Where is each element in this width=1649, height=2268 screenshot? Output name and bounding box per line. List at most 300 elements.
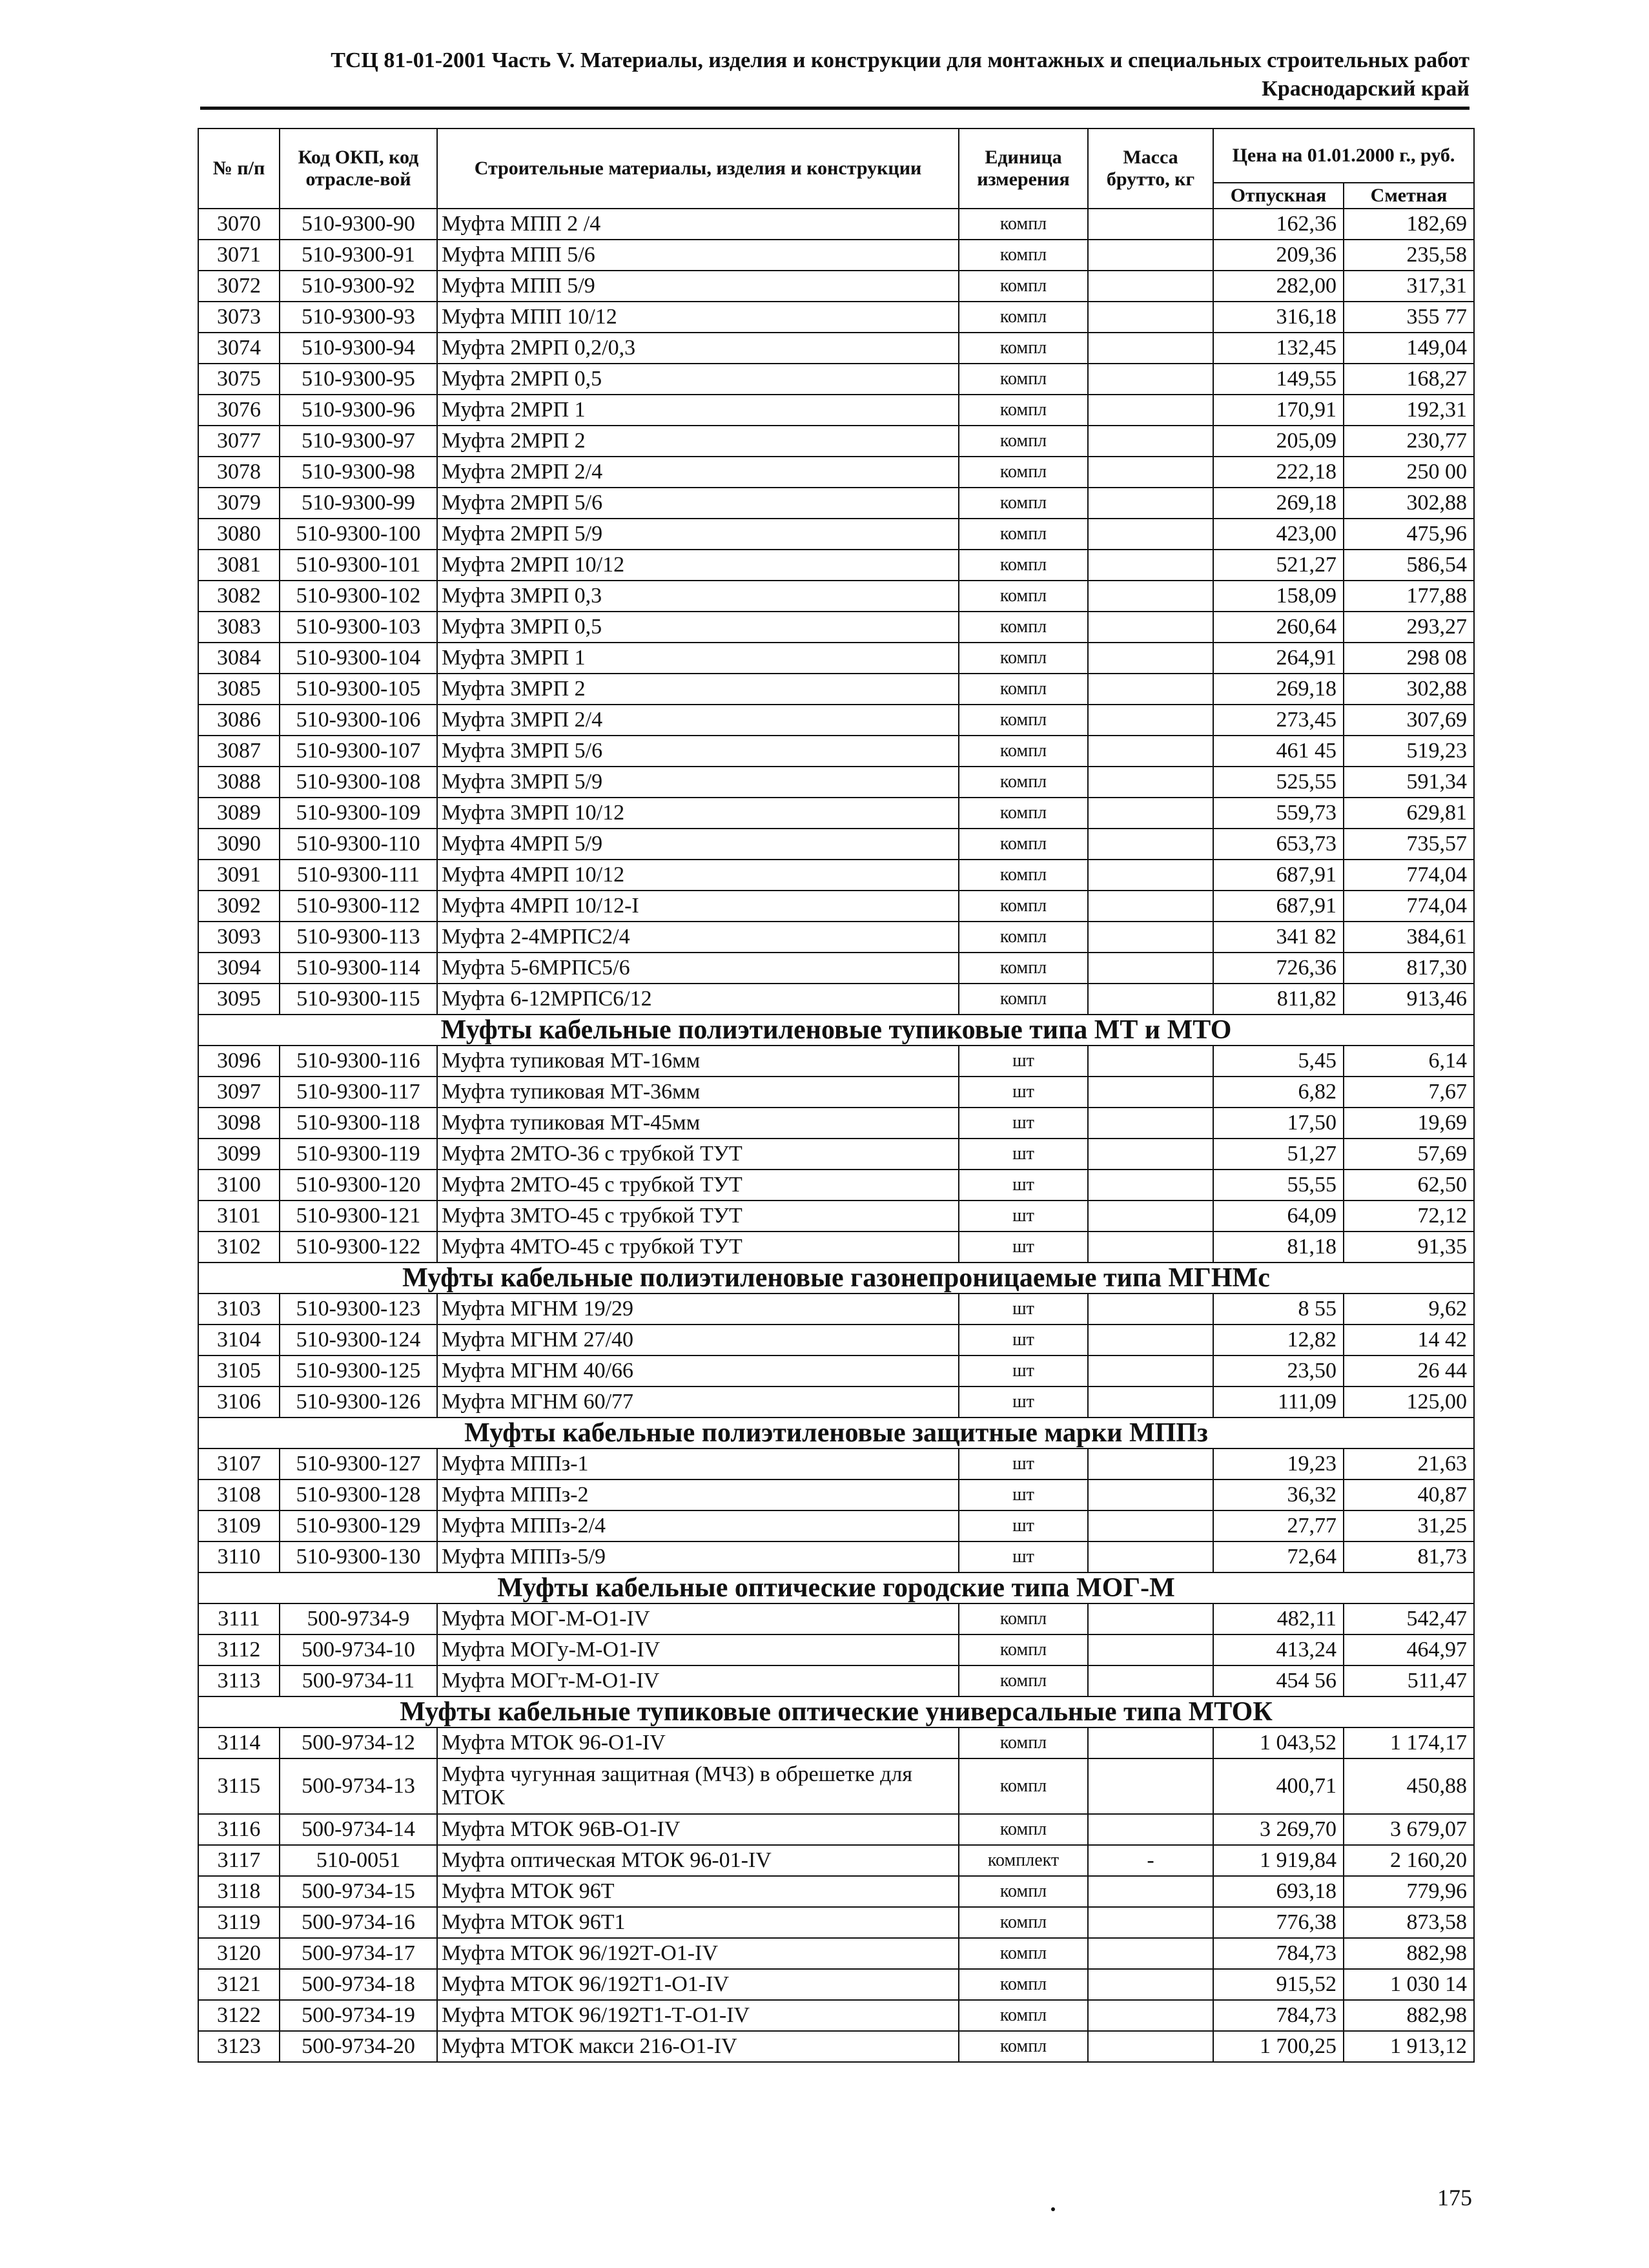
cell-code: 500-9734-11: [280, 1665, 437, 1696]
cell-unit: шт: [959, 1170, 1088, 1201]
page-number: 175: [1437, 2185, 1472, 2211]
cell-code: 510-9300-113: [280, 922, 437, 953]
cell-num: 3084: [198, 643, 280, 674]
cell-num: 3113: [198, 1665, 280, 1696]
cell-release-price: 776,38: [1213, 1907, 1344, 1938]
table-row: [198, 426, 1474, 457]
cell-num: 3118: [198, 1876, 280, 1907]
cell-estimate-price: 464,97: [1344, 1634, 1474, 1665]
section-header-row: [198, 1015, 1474, 1046]
cell-num: 3112: [198, 1634, 280, 1665]
table-row: [198, 767, 1474, 798]
cell-mass: [1088, 488, 1213, 519]
cell-unit: компл: [959, 333, 1088, 364]
cell-name: Муфта 2МТО-36 с трубкой ТУТ: [437, 1139, 959, 1170]
cell-unit: шт: [959, 1479, 1088, 1510]
cell-name: Муфта МТОК макси 216-О1-IV: [437, 2031, 959, 2062]
cell-name: Муфта 2МРП 5/9: [437, 519, 959, 550]
cell-release-price: 3 269,70: [1213, 1814, 1344, 1845]
table-row: [198, 1758, 1474, 1814]
cell-num: 3115: [198, 1758, 280, 1814]
cell-estimate-price: 235,58: [1344, 240, 1474, 271]
cell-mass: [1088, 1665, 1213, 1696]
cell-code: 510-9300-114: [280, 953, 437, 984]
cell-mass: [1088, 736, 1213, 767]
cell-code: 510-0051: [280, 1845, 437, 1876]
cell-unit: компл: [959, 953, 1088, 984]
cell-name: Муфта 6-12МРПС6/12: [437, 984, 959, 1015]
table-row: [198, 860, 1474, 891]
cell-name: Муфта 3МРП 5/9: [437, 767, 959, 798]
cell-name: Муфта МППз-5/9: [437, 1541, 959, 1572]
cell-num: 3123: [198, 2031, 280, 2062]
cell-unit: шт: [959, 1046, 1088, 1077]
cell-release-price: 687,91: [1213, 891, 1344, 922]
cell-code: 510-9300-112: [280, 891, 437, 922]
table-row: [198, 1541, 1474, 1572]
cell-mass: [1088, 1969, 1213, 2000]
cell-release-price: 170,91: [1213, 395, 1344, 426]
table-row: [198, 395, 1474, 426]
cell-release-price: 726,36: [1213, 953, 1344, 984]
cell-code: 510-9300-124: [280, 1325, 437, 1356]
cell-unit: компл: [959, 612, 1088, 643]
cell-code: 500-9734-12: [280, 1727, 437, 1758]
cell-num: 3105: [198, 1356, 280, 1387]
cell-name: Муфта 3МРП 2/4: [437, 705, 959, 736]
cell-unit: компл: [959, 395, 1088, 426]
cell-unit: компл: [959, 860, 1088, 891]
cell-mass: [1088, 1876, 1213, 1907]
cell-code: 510-9300-97: [280, 426, 437, 457]
cell-estimate-price: 735,57: [1344, 829, 1474, 860]
section-title: Муфты кабельные полиэтиленовые газонепроницаемые типа МГНМс: [198, 1263, 1474, 1294]
cell-mass: [1088, 922, 1213, 953]
cell-name: Муфта 2МРП 10/12: [437, 550, 959, 581]
cell-code: 500-9734-15: [280, 1876, 437, 1907]
cell-name: Муфта МОГу-М-О1-IV: [437, 1634, 959, 1665]
cell-estimate-price: 1 030 14: [1344, 1969, 1474, 2000]
cell-mass: [1088, 395, 1213, 426]
cell-name: Муфта МГНМ 60/77: [437, 1387, 959, 1418]
cell-num: 3082: [198, 581, 280, 612]
cell-estimate-price: 182,69: [1344, 209, 1474, 240]
cell-estimate-price: 31,25: [1344, 1510, 1474, 1541]
cell-unit: компл: [959, 426, 1088, 457]
cell-code: 510-9300-92: [280, 271, 437, 302]
cell-estimate-price: 817,30: [1344, 953, 1474, 984]
cell-unit: компл: [959, 1938, 1088, 1969]
cell-num: 3119: [198, 1907, 280, 1938]
table-row: [198, 1907, 1474, 1938]
cell-estimate-price: 882,98: [1344, 1938, 1474, 1969]
cell-mass: [1088, 1727, 1213, 1758]
cell-num: 3080: [198, 519, 280, 550]
cell-name: Муфта МПП 5/6: [437, 240, 959, 271]
cell-estimate-price: 3 679,07: [1344, 1814, 1474, 1845]
cell-num: 3110: [198, 1541, 280, 1572]
cell-num: 3085: [198, 674, 280, 705]
cell-num: 3097: [198, 1077, 280, 1108]
cell-release-price: 209,36: [1213, 240, 1344, 271]
cell-mass: [1088, 1108, 1213, 1139]
cell-num: 3078: [198, 457, 280, 488]
section-header-row: [198, 1696, 1474, 1727]
cell-release-price: 158,09: [1213, 581, 1344, 612]
table-row: [198, 984, 1474, 1015]
cell-num: 3102: [198, 1232, 280, 1263]
cell-name: Муфта МПП 2 /4: [437, 209, 959, 240]
cell-estimate-price: 873,58: [1344, 1907, 1474, 1938]
cell-num: 3122: [198, 2000, 280, 2031]
cell-mass: [1088, 364, 1213, 395]
cell-num: 3073: [198, 302, 280, 333]
cell-name: Муфта МГНМ 40/66: [437, 1356, 959, 1387]
col-header-num: № п/п: [198, 129, 280, 209]
cell-release-price: 525,55: [1213, 767, 1344, 798]
table-row: [198, 1969, 1474, 2000]
cell-estimate-price: 774,04: [1344, 891, 1474, 922]
page-header: [194, 46, 1470, 103]
table-row: [198, 1814, 1474, 1845]
cell-code: 510-9300-108: [280, 767, 437, 798]
table-row: [198, 550, 1474, 581]
cell-release-price: 915,52: [1213, 1969, 1344, 2000]
cell-code: 510-9300-95: [280, 364, 437, 395]
cell-name: Муфта 3МРП 1: [437, 643, 959, 674]
table-row: [198, 519, 1474, 550]
cell-name: Муфта МППз-2/4: [437, 1510, 959, 1541]
cell-unit: компл: [959, 1876, 1088, 1907]
table-row: [198, 1232, 1474, 1263]
cell-estimate-price: 384,61: [1344, 922, 1474, 953]
cell-mass: [1088, 2000, 1213, 2031]
cell-estimate-price: 177,88: [1344, 581, 1474, 612]
cell-mass: [1088, 643, 1213, 674]
section-title: Муфты кабельные оптические городские типа МОГ-М: [198, 1572, 1474, 1603]
cell-unit: компл: [959, 891, 1088, 922]
cell-num: 3083: [198, 612, 280, 643]
table-row: [198, 643, 1474, 674]
cell-mass: [1088, 1294, 1213, 1325]
cell-release-price: 784,73: [1213, 1938, 1344, 1969]
cell-mass: [1088, 860, 1213, 891]
cell-mass: [1088, 581, 1213, 612]
cell-estimate-price: 230,77: [1344, 426, 1474, 457]
cell-estimate-price: 91,35: [1344, 1232, 1474, 1263]
cell-mass: [1088, 1541, 1213, 1572]
cell-code: 510-9300-96: [280, 395, 437, 426]
cell-code: 510-9300-91: [280, 240, 437, 271]
cell-estimate-price: 72,12: [1344, 1201, 1474, 1232]
cell-release-price: 784,73: [1213, 2000, 1344, 2031]
cell-num: 3081: [198, 550, 280, 581]
table-body: [198, 209, 1474, 2062]
cell-num: 3095: [198, 984, 280, 1015]
cell-unit: шт: [959, 1387, 1088, 1418]
cell-code: 510-9300-118: [280, 1108, 437, 1139]
table-row: [198, 1139, 1474, 1170]
cell-code: 510-9300-128: [280, 1479, 437, 1510]
cell-unit: компл: [959, 1969, 1088, 2000]
cell-mass: [1088, 1510, 1213, 1541]
cell-mass: [1088, 767, 1213, 798]
cell-code: 510-9300-110: [280, 829, 437, 860]
cell-code: 510-9300-106: [280, 705, 437, 736]
cell-estimate-price: 450,88: [1344, 1758, 1474, 1814]
cell-mass: [1088, 1201, 1213, 1232]
cell-unit: компл: [959, 364, 1088, 395]
cell-release-price: 413,24: [1213, 1634, 1344, 1665]
cell-code: 500-9734-14: [280, 1814, 437, 1845]
cell-name: Муфта МТОК 96В-О1-IV: [437, 1814, 959, 1845]
cell-release-price: 6,82: [1213, 1077, 1344, 1108]
cell-unit: компл: [959, 984, 1088, 1015]
cell-release-price: 1 919,84: [1213, 1845, 1344, 1876]
cell-mass: [1088, 426, 1213, 457]
cell-release-price: 454 56: [1213, 1665, 1344, 1696]
table-row: [198, 1108, 1474, 1139]
section-title: Муфты кабельные полиэтиленовые защитные марки МППз: [198, 1418, 1474, 1448]
cell-estimate-price: 250 00: [1344, 457, 1474, 488]
cell-estimate-price: 57,69: [1344, 1139, 1474, 1170]
cell-code: 510-9300-123: [280, 1294, 437, 1325]
cell-name: Муфта МОГт-М-О1-IV: [437, 1665, 959, 1696]
cell-release-price: 64,09: [1213, 1201, 1344, 1232]
table-row: [198, 1077, 1474, 1108]
cell-mass: [1088, 1232, 1213, 1263]
table-row: [198, 1938, 1474, 1969]
cell-name: Муфта 2МРП 0,5: [437, 364, 959, 395]
cell-num: 3072: [198, 271, 280, 302]
cell-mass: [1088, 2031, 1213, 2062]
cell-release-price: 693,18: [1213, 1876, 1344, 1907]
cell-name: Муфта 3МРП 0,3: [437, 581, 959, 612]
table-row: [198, 1479, 1474, 1510]
table-row: [198, 302, 1474, 333]
cell-num: 3074: [198, 333, 280, 364]
price-table: [198, 128, 1475, 2063]
cell-mass: [1088, 457, 1213, 488]
cell-release-price: 72,64: [1213, 1541, 1344, 1572]
cell-estimate-price: 774,04: [1344, 860, 1474, 891]
cell-release-price: 27,77: [1213, 1510, 1344, 1541]
cell-name: Муфта МТОК 96/192Т-О1-IV: [437, 1938, 959, 1969]
cell-code: 510-9300-116: [280, 1046, 437, 1077]
cell-estimate-price: 519,23: [1344, 736, 1474, 767]
cell-estimate-price: 9,62: [1344, 1294, 1474, 1325]
cell-release-price: 1 043,52: [1213, 1727, 1344, 1758]
cell-release-price: 811,82: [1213, 984, 1344, 1015]
cell-mass: -: [1088, 1845, 1213, 1876]
cell-release-price: 264,91: [1213, 643, 1344, 674]
cell-unit: компл: [959, 519, 1088, 550]
col-header-code: Код ОКП, код отрасле-вой: [280, 129, 437, 209]
cell-code: 510-9300-121: [280, 1201, 437, 1232]
cell-name: Муфта МПП 5/9: [437, 271, 959, 302]
cell-num: 3090: [198, 829, 280, 860]
table-row: [198, 829, 1474, 860]
cell-name: Муфта МТОК 96/192Т1-Т-О1-IV: [437, 2000, 959, 2031]
cell-mass: [1088, 1814, 1213, 1845]
table-row: [198, 209, 1474, 240]
cell-unit: шт: [959, 1139, 1088, 1170]
cell-unit: шт: [959, 1325, 1088, 1356]
cell-estimate-price: 6,14: [1344, 1046, 1474, 1077]
cell-estimate-price: 779,96: [1344, 1876, 1474, 1907]
cell-mass: [1088, 1479, 1213, 1510]
cell-estimate-price: 21,63: [1344, 1448, 1474, 1479]
cell-name: Муфта тупиковая МТ-45мм: [437, 1108, 959, 1139]
cell-unit: компл: [959, 1634, 1088, 1665]
cell-code: 500-9734-13: [280, 1758, 437, 1814]
cell-unit: компл: [959, 674, 1088, 705]
cell-release-price: 8 55: [1213, 1294, 1344, 1325]
cell-release-price: 17,50: [1213, 1108, 1344, 1139]
table-row: [198, 798, 1474, 829]
cell-unit: компл: [959, 1758, 1088, 1814]
cell-code: 500-9734-19: [280, 2000, 437, 2031]
cell-mass: [1088, 240, 1213, 271]
cell-mass: [1088, 1170, 1213, 1201]
cell-code: 510-9300-98: [280, 457, 437, 488]
cell-unit: компл: [959, 1665, 1088, 1696]
cell-estimate-price: 511,47: [1344, 1665, 1474, 1696]
cell-unit: компл: [959, 550, 1088, 581]
cell-estimate-price: 14 42: [1344, 1325, 1474, 1356]
cell-name: Муфта 4МРП 5/9: [437, 829, 959, 860]
cell-name: Муфта 3МТО-45 с трубкой ТУТ: [437, 1201, 959, 1232]
cell-name: Муфта 5-6МРПС5/6: [437, 953, 959, 984]
cell-num: 3100: [198, 1170, 280, 1201]
table-row: [198, 1634, 1474, 1665]
cell-num: 3099: [198, 1139, 280, 1170]
cell-release-price: 273,45: [1213, 705, 1344, 736]
table-row: [198, 705, 1474, 736]
cell-release-price: 36,32: [1213, 1479, 1344, 1510]
cell-num: 3116: [198, 1814, 280, 1845]
cell-release-price: 687,91: [1213, 860, 1344, 891]
section-header-row: [198, 1572, 1474, 1603]
cell-unit: компл: [959, 1907, 1088, 1938]
cell-estimate-price: 629,81: [1344, 798, 1474, 829]
cell-release-price: 5,45: [1213, 1046, 1344, 1077]
cell-unit: компл: [959, 643, 1088, 674]
cell-mass: [1088, 829, 1213, 860]
cell-num: 3086: [198, 705, 280, 736]
cell-code: 510-9300-100: [280, 519, 437, 550]
cell-estimate-price: 591,34: [1344, 767, 1474, 798]
section-title: Муфты кабельные тупиковые оптические универсальные типа МТОК: [198, 1696, 1474, 1727]
table-row: [198, 1294, 1474, 1325]
cell-name: Муфта МППз-2: [437, 1479, 959, 1510]
cell-release-price: 132,45: [1213, 333, 1344, 364]
cell-mass: [1088, 612, 1213, 643]
cell-name: Муфта 3МРП 2: [437, 674, 959, 705]
cell-mass: [1088, 302, 1213, 333]
cell-code: 510-9300-93: [280, 302, 437, 333]
cell-code: 510-9300-127: [280, 1448, 437, 1479]
cell-code: 500-9734-20: [280, 2031, 437, 2062]
header-region: Краснодарский край: [1262, 77, 1470, 101]
table-row: [198, 1201, 1474, 1232]
cell-release-price: 222,18: [1213, 457, 1344, 488]
cell-estimate-price: 317,31: [1344, 271, 1474, 302]
cell-num: 3109: [198, 1510, 280, 1541]
cell-name: Муфта МГНМ 27/40: [437, 1325, 959, 1356]
cell-mass: [1088, 1325, 1213, 1356]
cell-unit: шт: [959, 1448, 1088, 1479]
cell-release-price: 341 82: [1213, 922, 1344, 953]
cell-num: 3120: [198, 1938, 280, 1969]
cell-code: 510-9300-126: [280, 1387, 437, 1418]
cell-unit: компл: [959, 736, 1088, 767]
cell-code: 510-9300-125: [280, 1356, 437, 1387]
cell-mass: [1088, 1139, 1213, 1170]
cell-unit: компл: [959, 2031, 1088, 2062]
table-row: [198, 2000, 1474, 2031]
cell-code: 500-9734-16: [280, 1907, 437, 1938]
cell-num: 3077: [198, 426, 280, 457]
cell-release-price: 1 700,25: [1213, 2031, 1344, 2062]
cell-code: 510-9300-129: [280, 1510, 437, 1541]
cell-estimate-price: 913,46: [1344, 984, 1474, 1015]
cell-release-price: 51,27: [1213, 1139, 1344, 1170]
cell-estimate-price: 542,47: [1344, 1603, 1474, 1634]
cell-estimate-price: 298 08: [1344, 643, 1474, 674]
header-rule: [200, 107, 1470, 110]
cell-estimate-price: 149,04: [1344, 333, 1474, 364]
table-row: [198, 1665, 1474, 1696]
table-row: [198, 674, 1474, 705]
cell-estimate-price: 586,54: [1344, 550, 1474, 581]
cell-num: 3101: [198, 1201, 280, 1232]
table-row: [198, 891, 1474, 922]
cell-mass: [1088, 984, 1213, 1015]
cell-unit: компл: [959, 922, 1088, 953]
cell-unit: шт: [959, 1077, 1088, 1108]
cell-num: 3087: [198, 736, 280, 767]
cell-unit: шт: [959, 1201, 1088, 1232]
cell-unit: компл: [959, 829, 1088, 860]
cell-mass: [1088, 674, 1213, 705]
cell-num: 3089: [198, 798, 280, 829]
cell-release-price: 19,23: [1213, 1448, 1344, 1479]
table-row: [198, 1448, 1474, 1479]
cell-name: Муфта 2МРП 2: [437, 426, 959, 457]
cell-num: 3106: [198, 1387, 280, 1418]
header-title: ТСЦ 81-01-2001 Часть V. Материалы, изделия и конструкции для монтажных и специальных строительных работ: [331, 48, 1470, 72]
cell-estimate-price: 192,31: [1344, 395, 1474, 426]
cell-code: 500-9734-17: [280, 1938, 437, 1969]
cell-num: 3076: [198, 395, 280, 426]
table-row: [198, 736, 1474, 767]
cell-mass: [1088, 271, 1213, 302]
cell-code: 510-9300-104: [280, 643, 437, 674]
cell-release-price: 12,82: [1213, 1325, 1344, 1356]
cell-unit: компл: [959, 1727, 1088, 1758]
cell-name: Муфта 4МРП 10/12-I: [437, 891, 959, 922]
cell-num: 3071: [198, 240, 280, 271]
cell-mass: [1088, 798, 1213, 829]
cell-code: 500-9734-10: [280, 1634, 437, 1665]
section-header-row: [198, 1263, 1474, 1294]
cell-unit: шт: [959, 1294, 1088, 1325]
cell-release-price: 81,18: [1213, 1232, 1344, 1263]
cell-unit: компл: [959, 798, 1088, 829]
cell-code: 500-9734-9: [280, 1603, 437, 1634]
table-row: [198, 488, 1474, 519]
